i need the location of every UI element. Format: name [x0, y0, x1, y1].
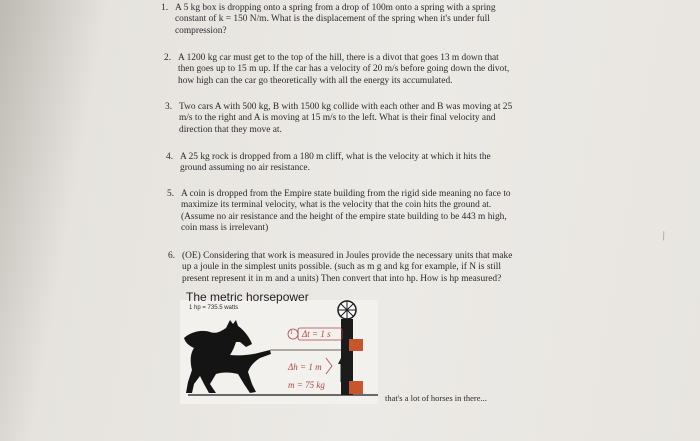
- question-5: [167, 189, 541, 235]
- question-3: [165, 102, 539, 136]
- question-6: [168, 251, 547, 285]
- question-1: [161, 3, 535, 37]
- weight-top: [349, 339, 363, 351]
- question-text: A 1200 kg car must get to the top of the hill, there is a divot that goes 13 m down that then goes up to 15 m up. If the car has a velocity of 20 m/s before going down the divot, how high can the car go theoretically with all the energy its accumulated.: [178, 53, 510, 86]
- question-text: A 25 kg rock is dropped from a 180 m cliff, what is the velocity at which it hits the ground assuming no air resistance.: [180, 152, 491, 174]
- question-number: 4.: [166, 152, 174, 162]
- question-number: 2.: [164, 53, 172, 63]
- figure-caption: that's a lot of horses in there...: [385, 393, 487, 403]
- mass-label: m = 75 kg: [288, 380, 325, 390]
- weight-bottom: [349, 381, 363, 394]
- question-number: 6.: [168, 251, 176, 261]
- question-text: Two cars A with 500 kg, B with 1500 kg collide with each other and B was moving at 25 m/s to the right and A is moving at 15 m/s to the left. What is their final velocity and direction that they move at.: [179, 102, 513, 135]
- question-number: 1.: [161, 3, 169, 13]
- question-4: [166, 152, 520, 175]
- question-number: 5.: [167, 189, 175, 199]
- figure-subtitle: 1 hp = 735.5 watts: [189, 305, 239, 311]
- pen-mark: /: [659, 227, 668, 244]
- figure-title: The metric horsepower: [186, 290, 309, 304]
- question-text: (OE) Considering that work is measured in Joules provide the necessary units that make up a joule in the simplest units possible. (such as m g and kg for example, if N is still present represent it in m and a units) Then convert that into hp. How is hp measured?: [182, 251, 513, 284]
- time-label: Δt = 1 s: [302, 329, 331, 339]
- pulley-icon: [338, 301, 356, 319]
- clock-badge-number: 1: [290, 330, 293, 336]
- question-text: A coin is dropped from the Empire state building from the rigid side meaning no face to maximize its terminal velocity, what is the velocity that the coin hits the ground at. (Assume no air resistance and the height of the empire state building to be 443 m high, coin mass is irrelevant): [181, 189, 511, 234]
- question-text: A 5 kg box is dropping onto a spring from a drop of 100m onto a spring with a spring constant of k = 150 N/m. What is the displacement of the spring when it's under full compression?: [175, 3, 496, 36]
- question-2: [164, 53, 538, 87]
- height-label: Δh = 1 m: [288, 362, 322, 372]
- question-number: 3.: [165, 102, 173, 112]
